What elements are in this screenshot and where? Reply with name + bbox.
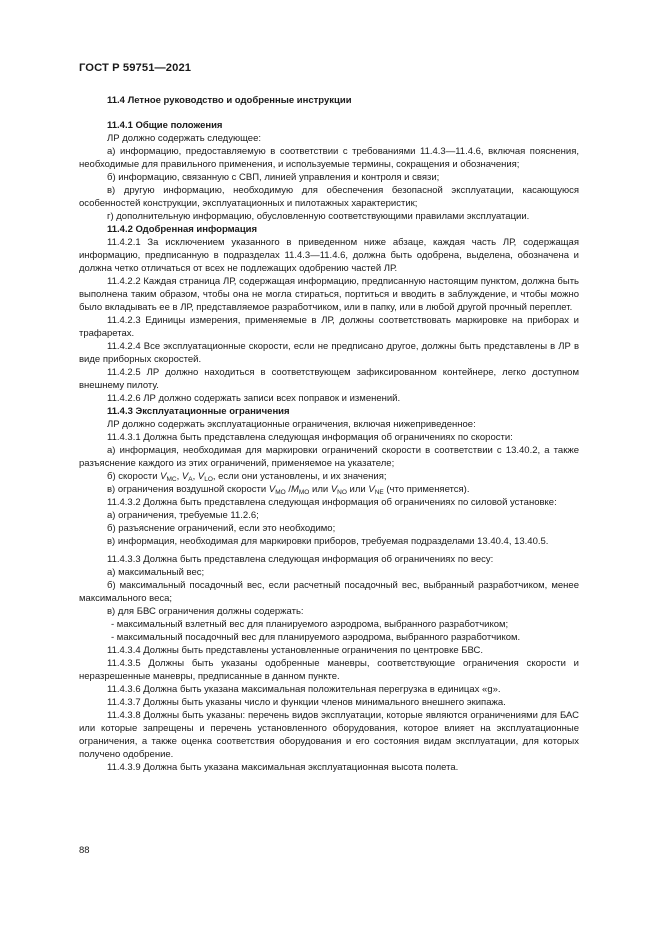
list-item-airspeed: в) ограничения воздушной скорости $V_{MO}$ $/M_{MO}$ или $V_{NO}$ или $V_{NE}$ (что применяется). <box>107 484 470 496</box>
section-title: 11.4 Летное руководство и одобренные инструкции <box>107 95 352 106</box>
list-item: а) информация, необходимая для маркировки ограничений скорости в соответствии с 13.40.2, а также разъяснение каждого из этих ограничений, применяемое на указателе; <box>79 445 579 469</box>
list-item: г) дополнительную информацию, обусловленную соответствующими правилами эксплуатации. <box>107 211 530 222</box>
paragraph: 11.4.2.2 Каждая страница ЛР, содержащая информацию, предписанную настоящим пунктом, должна быть выполнена таким образом, чтобы она не могла стираться, портиться и вводить в заблуждение, и чтобы можно было вкладывать ее в ЛР, представляемое разработчиком, или в папку, или в любой другой прочный переплет. <box>79 276 579 313</box>
paragraph: ЛР должно содержать следующее: <box>107 133 262 144</box>
paragraph: 11.4.2.5 ЛР должно находиться в соответствующем зафиксированном контейнере, легко доступном внешнему пилоту. <box>79 367 579 391</box>
list-item: а) максимальный вес; <box>107 567 205 578</box>
document-body <box>79 94 579 774</box>
subsection-heading: 11.4.1 Общие положения <box>107 120 223 131</box>
paragraph: 11.4.3.9 Должна быть указана максимальная эксплуатационная высота полета. <box>107 762 459 773</box>
paragraph: ЛР должно содержать эксплуатационные ограничения, включая нижеприведенное: <box>107 419 476 430</box>
paragraph: 11.4.3.1 Должна быть представлена следующая информация об ограничениях по скорости: <box>107 432 513 443</box>
dash-item: - максимальный посадочный вес для планируемого аэродрома, выбранного разработчиком. <box>111 632 521 643</box>
list-item: б) разъяснение ограничений, если это необходимо; <box>107 523 336 534</box>
paragraph: 11.4.2.3 Единицы измерения, применяемые в ЛР, должны соответствовать маркировке на приборах и трафаретах. <box>79 315 579 339</box>
subsection-heading: 11.4.2 Одобренная информация <box>107 224 258 235</box>
paragraph: 11.4.3.3 Должна быть представлена следующая информация об ограничениях по весу: <box>107 554 494 565</box>
list-item: в) другую информацию, необходимую для обеспечения безопасной эксплуатации, касающуюся особенностей конструкции, эксплуатационных и пилотажных характеристик; <box>79 185 579 209</box>
list-item: в) информация, необходимая для маркировки приборов, требуемая подразделами 13.40.4, 13.40.5. <box>107 536 549 547</box>
subsection-heading: 11.4.3 Эксплуатационные ограничения <box>107 406 290 417</box>
list-item: б) максимальный посадочный вес, если расчетный посадочный вес, выбранный разработчиком, менее максимального веса; <box>79 580 579 604</box>
paragraph: 11.4.3.6 Должна быть указана максимальная положительная перегрузка в единицах «g». <box>107 684 501 695</box>
page-number: 88 <box>79 845 90 856</box>
paragraph: 11.4.2.4 Все эксплуатационные скорости, если не предписано другое, должны быть представлены в ЛР в виде приборных скоростей. <box>79 341 579 365</box>
list-item: б) информацию, связанную с СВП, линией управления и контроля и связи; <box>107 172 440 183</box>
list-item: а) информацию, предоставляемую в соответствии с требованиями 11.4.3—11.4.6, включая пояснения, необходимые для правильного применения, и используемые термины, сокращения и обозначения; <box>79 146 579 170</box>
paragraph: 11.4.3.8 Должны быть указаны: перечень видов эксплуатации, которые являются ограничениями для БАС или которые запрещены и перечень установленного оборудования, которое влияет на эксплуатационные ограничения, а также оценка соответствия оборудования и его состояния видам эксплуатации, для которых получено одобрение. <box>79 710 579 760</box>
list-item-speeds: б) скорости $V_{MC}$, $V_A$, $V_{LO}$, если они установлены, и их значения; <box>107 471 387 483</box>
paragraph: 11.4.3.7 Должны быть указаны число и функции членов минимального внешнего экипажа. <box>107 697 506 708</box>
paragraph: 11.4.3.4 Должны быть представлены установленные ограничения по центровке БВС. <box>107 645 484 656</box>
paragraph: 11.4.3.5 Должны быть указаны одобренные маневры, соответствующие ограничения скорости и неразрешенные маневры, предписанные в данном пункте. <box>79 658 579 682</box>
paragraph: 11.4.2.1 За исключением указанного в приведенном ниже абзаце, каждая часть ЛР, содержащая информацию, предписанную в подразделах 11.4.3—11.4.6, должна быть одобрена, выделена, обозначена и должна четко отличаться от всех не подлежащих одобрению частей ЛР. <box>79 237 579 274</box>
paragraph: 11.4.2.6 ЛР должно содержать записи всех поправок и изменений. <box>107 393 401 404</box>
standard-header: ГОСТ Р 59751—2021 <box>79 62 192 74</box>
paragraph: 11.4.3.2 Должна быть представлена следующая информация об ограничениях по силовой установке: <box>107 497 557 508</box>
list-item: а) ограничения, требуемые 11.2.6; <box>107 510 259 521</box>
dash-item: - максимальный взлетный вес для планируемого аэродрома, выбранного разработчиком; <box>111 619 509 630</box>
list-item: в) для БВС ограничения должны содержать: <box>107 606 304 617</box>
